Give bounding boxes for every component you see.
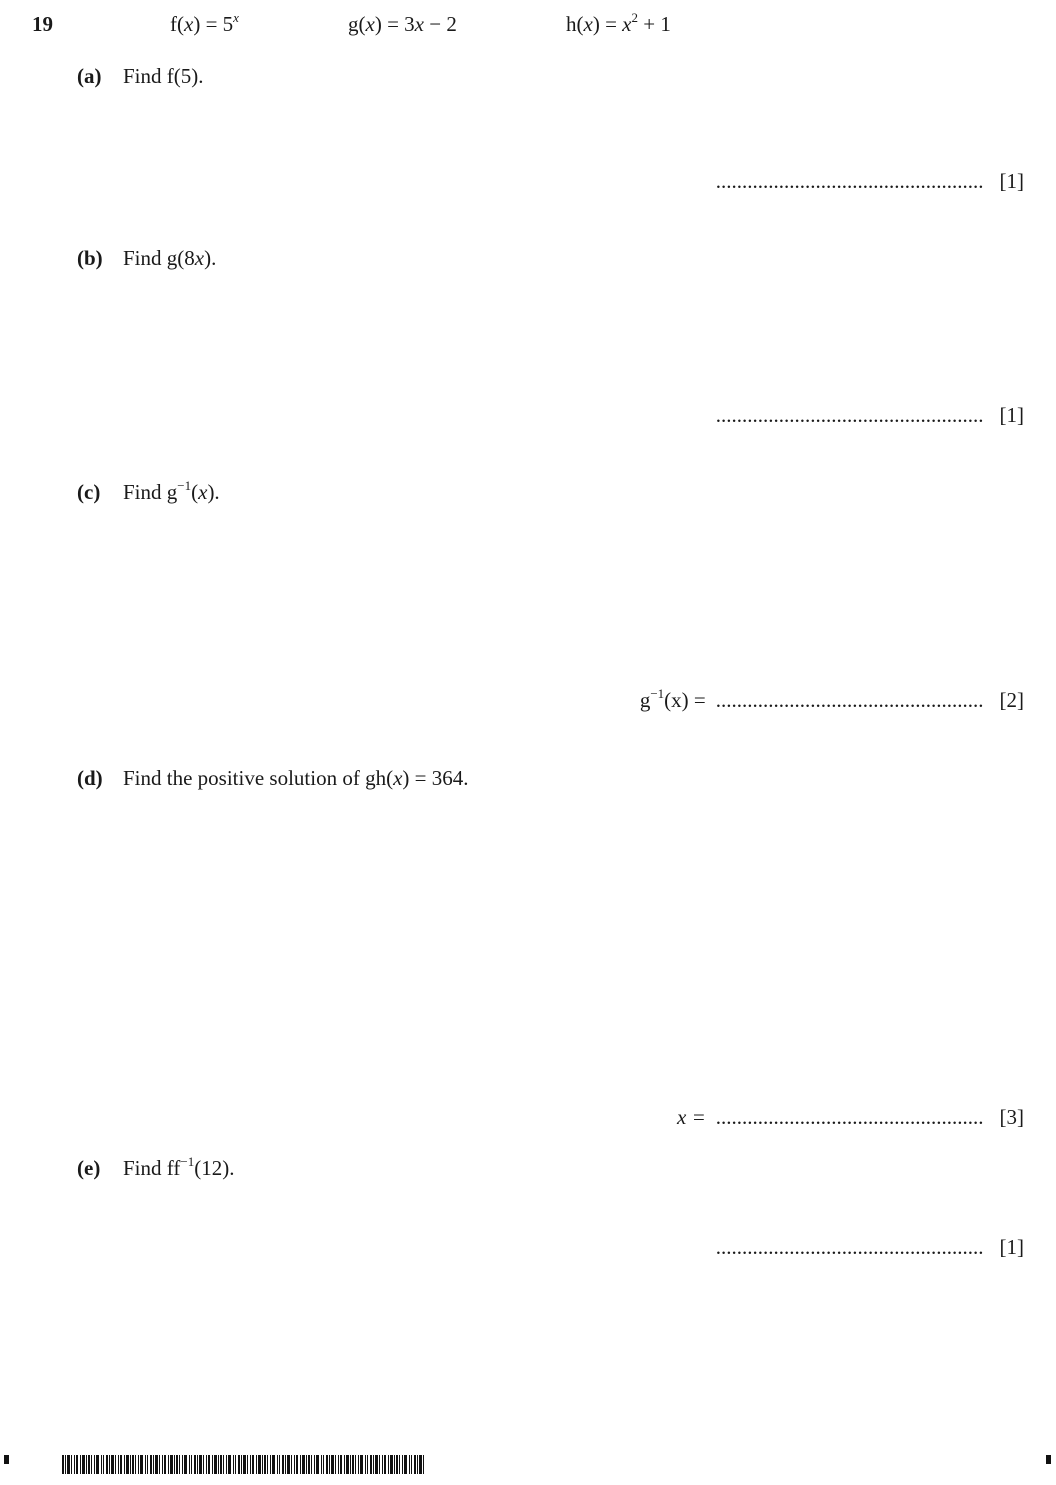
part-b-text-var: x xyxy=(194,246,205,270)
definition-h-lhs: h( xyxy=(566,12,584,36)
part-b-question xyxy=(77,246,216,270)
definition-f-lhs: f( xyxy=(170,12,184,36)
part-c-answer-prefix xyxy=(640,688,706,712)
definition-h-exponent: 2 xyxy=(631,10,638,25)
part-a-marks: [1] xyxy=(999,169,1024,193)
definition-h-mid: ) = xyxy=(592,12,623,36)
registration-mark-right xyxy=(1046,1455,1051,1464)
part-d-label: (d) xyxy=(77,766,103,790)
part-c-text-pre: Find g xyxy=(123,480,178,504)
definition-g-var: x xyxy=(365,12,375,36)
part-e-label: (e) xyxy=(77,1156,101,1180)
definition-f xyxy=(170,12,239,36)
part-a-answer-line[interactable] xyxy=(716,169,1024,193)
definition-h-rhs: + 1 xyxy=(638,12,671,36)
part-b-marks: [1] xyxy=(999,403,1024,427)
part-b-label: (b) xyxy=(77,246,103,270)
part-c-marks: [2] xyxy=(999,688,1024,712)
definition-h-var2: x xyxy=(622,12,632,36)
part-d-text-pre: Find the positive solution of gh( xyxy=(123,766,394,790)
part-d-text-post: ) = 364. xyxy=(402,766,469,790)
definition-f-rhs: ) = 5 xyxy=(193,12,234,36)
definition-g-lhs: g( xyxy=(348,12,366,36)
definition-h xyxy=(566,12,671,36)
answer-dots: ................................................... xyxy=(715,1235,984,1259)
part-e-marks: [1] xyxy=(999,1235,1024,1259)
part-b-answer-line[interactable] xyxy=(716,403,1024,427)
definition-g-rhs: − 2 xyxy=(424,12,457,36)
answer-dots: ................................................... xyxy=(715,169,984,193)
part-c-prefix-g: g xyxy=(639,688,651,712)
part-d-text-var: x xyxy=(393,766,403,790)
part-b-text-pre: Find g(8 xyxy=(123,246,195,270)
definition-g-mid: ) = 3 xyxy=(374,12,415,36)
part-c-question xyxy=(77,480,220,504)
part-e-question xyxy=(77,1156,234,1180)
answer-dots: ................................................... xyxy=(715,1105,984,1129)
definition-f-exponent: x xyxy=(233,10,239,25)
answer-dots: ................................................... xyxy=(715,688,984,712)
part-d-prefix-text: x = xyxy=(677,1105,706,1129)
registration-mark-left xyxy=(4,1455,9,1464)
part-d-answer-line[interactable] xyxy=(677,1105,1024,1129)
part-c-prefix-rest: (x) = xyxy=(664,688,706,712)
part-c-answer-line[interactable] xyxy=(640,688,1024,712)
definition-g-var2: x xyxy=(414,12,424,36)
answer-dots: ................................................... xyxy=(715,403,984,427)
barcode-icon xyxy=(62,1455,424,1474)
part-e-text-pre: Find ff xyxy=(123,1156,181,1180)
definition-f-var: x xyxy=(184,12,194,36)
part-d-answer-prefix xyxy=(677,1105,706,1129)
part-d-question xyxy=(77,766,469,790)
part-c-label: (c) xyxy=(77,480,101,504)
part-d-marks: [3] xyxy=(999,1105,1024,1129)
definition-h-var: x xyxy=(583,12,593,36)
part-c-text-sup: −1 xyxy=(177,478,192,493)
part-b-text-post: ). xyxy=(204,246,217,270)
part-c-prefix-sup: −1 xyxy=(650,686,665,701)
part-c-text-mid: ( xyxy=(191,480,199,504)
part-e-text-sup: −1 xyxy=(180,1154,195,1169)
part-a-question xyxy=(77,64,204,88)
part-a-text: Find f(5). xyxy=(123,64,204,88)
part-c-text-var: x xyxy=(198,480,208,504)
part-c-text-post: ). xyxy=(207,480,220,504)
part-e-answer-line[interactable] xyxy=(716,1235,1024,1259)
part-e-text-post: (12). xyxy=(194,1156,235,1180)
part-a-label: (a) xyxy=(77,64,102,88)
definition-g xyxy=(348,12,457,36)
question-number: 19 xyxy=(32,12,53,36)
